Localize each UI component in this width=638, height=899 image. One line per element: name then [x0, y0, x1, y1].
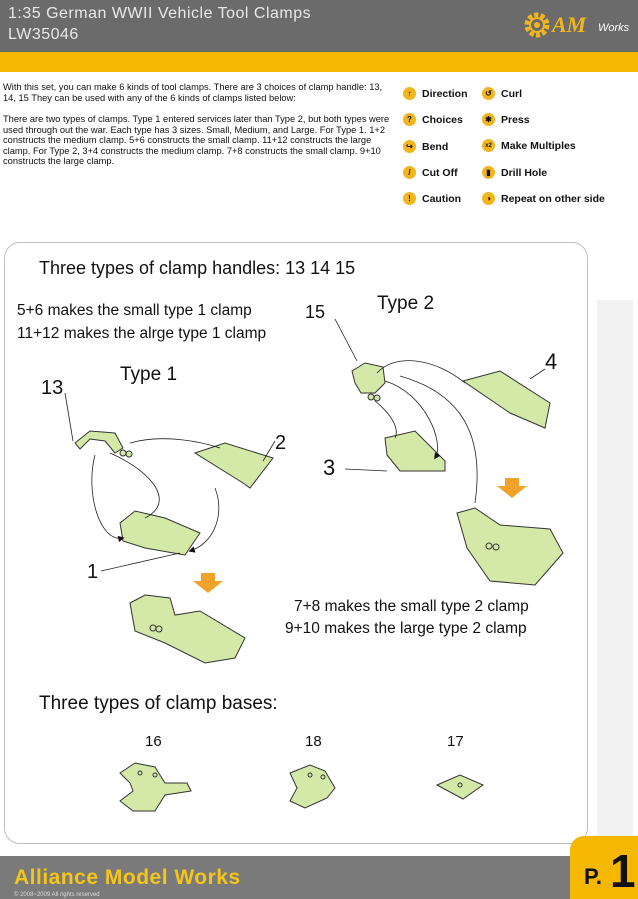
down-arrow-1 [193, 573, 223, 593]
intro-paragraph-1: With this set, you can make 6 kinds of tool clamps. There are 3 choices of clamp handle: 13, 14, 15 They can be used with any of the 6 kinds of clamps listed below: [3, 82, 383, 103]
copyright: © 2008~2009 All rights reserved [14, 892, 100, 898]
part-4 [463, 371, 550, 428]
handle-15 [352, 363, 385, 393]
large-type1-note: 11+12 makes the alrge type 1 clamp [17, 325, 267, 342]
legend-item-repeat: ◑ Repeat on other side [482, 192, 605, 205]
bend-icon: ↪ [403, 140, 416, 153]
symbol-legend [400, 84, 636, 214]
company-name: Alliance Model Works [14, 866, 241, 889]
side-strip [597, 300, 633, 840]
legend-item-drill: ▮ Drill Hole [482, 166, 547, 179]
handle-13 [75, 431, 123, 453]
small-type2-note: 7+8 makes the small type 2 clamp [294, 598, 529, 615]
label-1: 1 [87, 561, 99, 583]
repeat-icon: ◑ [482, 192, 495, 205]
press-icon: ✱ [482, 113, 495, 126]
legend-item-caution: ! Caution [403, 192, 461, 205]
label-3: 3 [323, 455, 336, 480]
down-arrow-2 [497, 478, 527, 498]
page-number-box [570, 836, 638, 899]
intro-paragraph-2: There are two types of clamps. Type 1 entered services later than Type 2, but both types were used through out the war. Each type has 3 sizes. Small, Medium, and Large. For Type 1. 1+2 constructs the medium clamp. 5+6 constructs the small clamp. 11+12 constructs the large clamp. For Type 2, 3+4 constructs the medium clamp. 7+8 constructs the small clamp. 9+10 constructs the large clamp. [3, 114, 390, 166]
base-18 [290, 765, 335, 808]
small-type1-note: 5+6 makes the small type 1 clamp [17, 302, 252, 319]
bases-title: Three types of clamp bases: [39, 693, 278, 714]
type1-label: Type 1 [120, 364, 178, 385]
header-bar [0, 0, 638, 52]
page-prefix: P. [584, 864, 602, 889]
type2-label: Type 2 [377, 293, 435, 314]
accent-bar [0, 52, 638, 72]
label-16: 16 [145, 733, 162, 750]
drill-icon: ▮ [482, 166, 495, 179]
gear-icon [522, 10, 552, 40]
choices-icon: ? [403, 113, 416, 126]
product-code: LW35046 [8, 26, 79, 43]
label-2: 2 [275, 432, 287, 454]
assembled-type1 [130, 595, 245, 663]
legend-item-choices: ? Choices [403, 113, 463, 126]
handles-title: Three types of clamp handles: 13 14 15 [39, 258, 356, 278]
label-4: 4 [545, 349, 558, 374]
label-18: 18 [305, 733, 322, 750]
legend-item-direction: ↑ Direction [403, 87, 468, 100]
page-number: 1 [610, 845, 636, 897]
curl-icon: ↺ [482, 87, 495, 100]
brand-logo [522, 8, 634, 44]
label-17: 17 [447, 733, 464, 750]
instruction-panel [4, 242, 588, 844]
part-1 [120, 511, 200, 555]
legend-item-bend: ↪ Bend [403, 140, 448, 153]
label-13: 13 [41, 377, 64, 399]
base-16 [120, 763, 191, 811]
document-title: 1:35 German WWII Vehicle Tool Clamps [8, 5, 312, 22]
legend-item-press: ✱ Press [482, 113, 530, 126]
footer-bar [0, 856, 638, 899]
assembled-type2 [457, 508, 563, 585]
legend-item-cutoff: / Cut Off [403, 166, 458, 179]
brand-suffix: Works [598, 22, 630, 34]
multiples-icon: x2 [482, 139, 495, 152]
large-type2-note: 9+10 makes the large type 2 clamp [285, 620, 527, 637]
direction-icon: ↑ [403, 87, 416, 100]
intro-text [3, 82, 395, 178]
cutoff-icon: / [403, 166, 416, 179]
legend-item-multiples: x2 Make Multiples [482, 139, 576, 152]
label-15: 15 [305, 302, 326, 322]
legend-item-curl: ↺ Curl [482, 87, 522, 100]
brand-name: AM [552, 12, 587, 37]
caution-icon: ! [403, 192, 416, 205]
part-2 [195, 443, 273, 488]
